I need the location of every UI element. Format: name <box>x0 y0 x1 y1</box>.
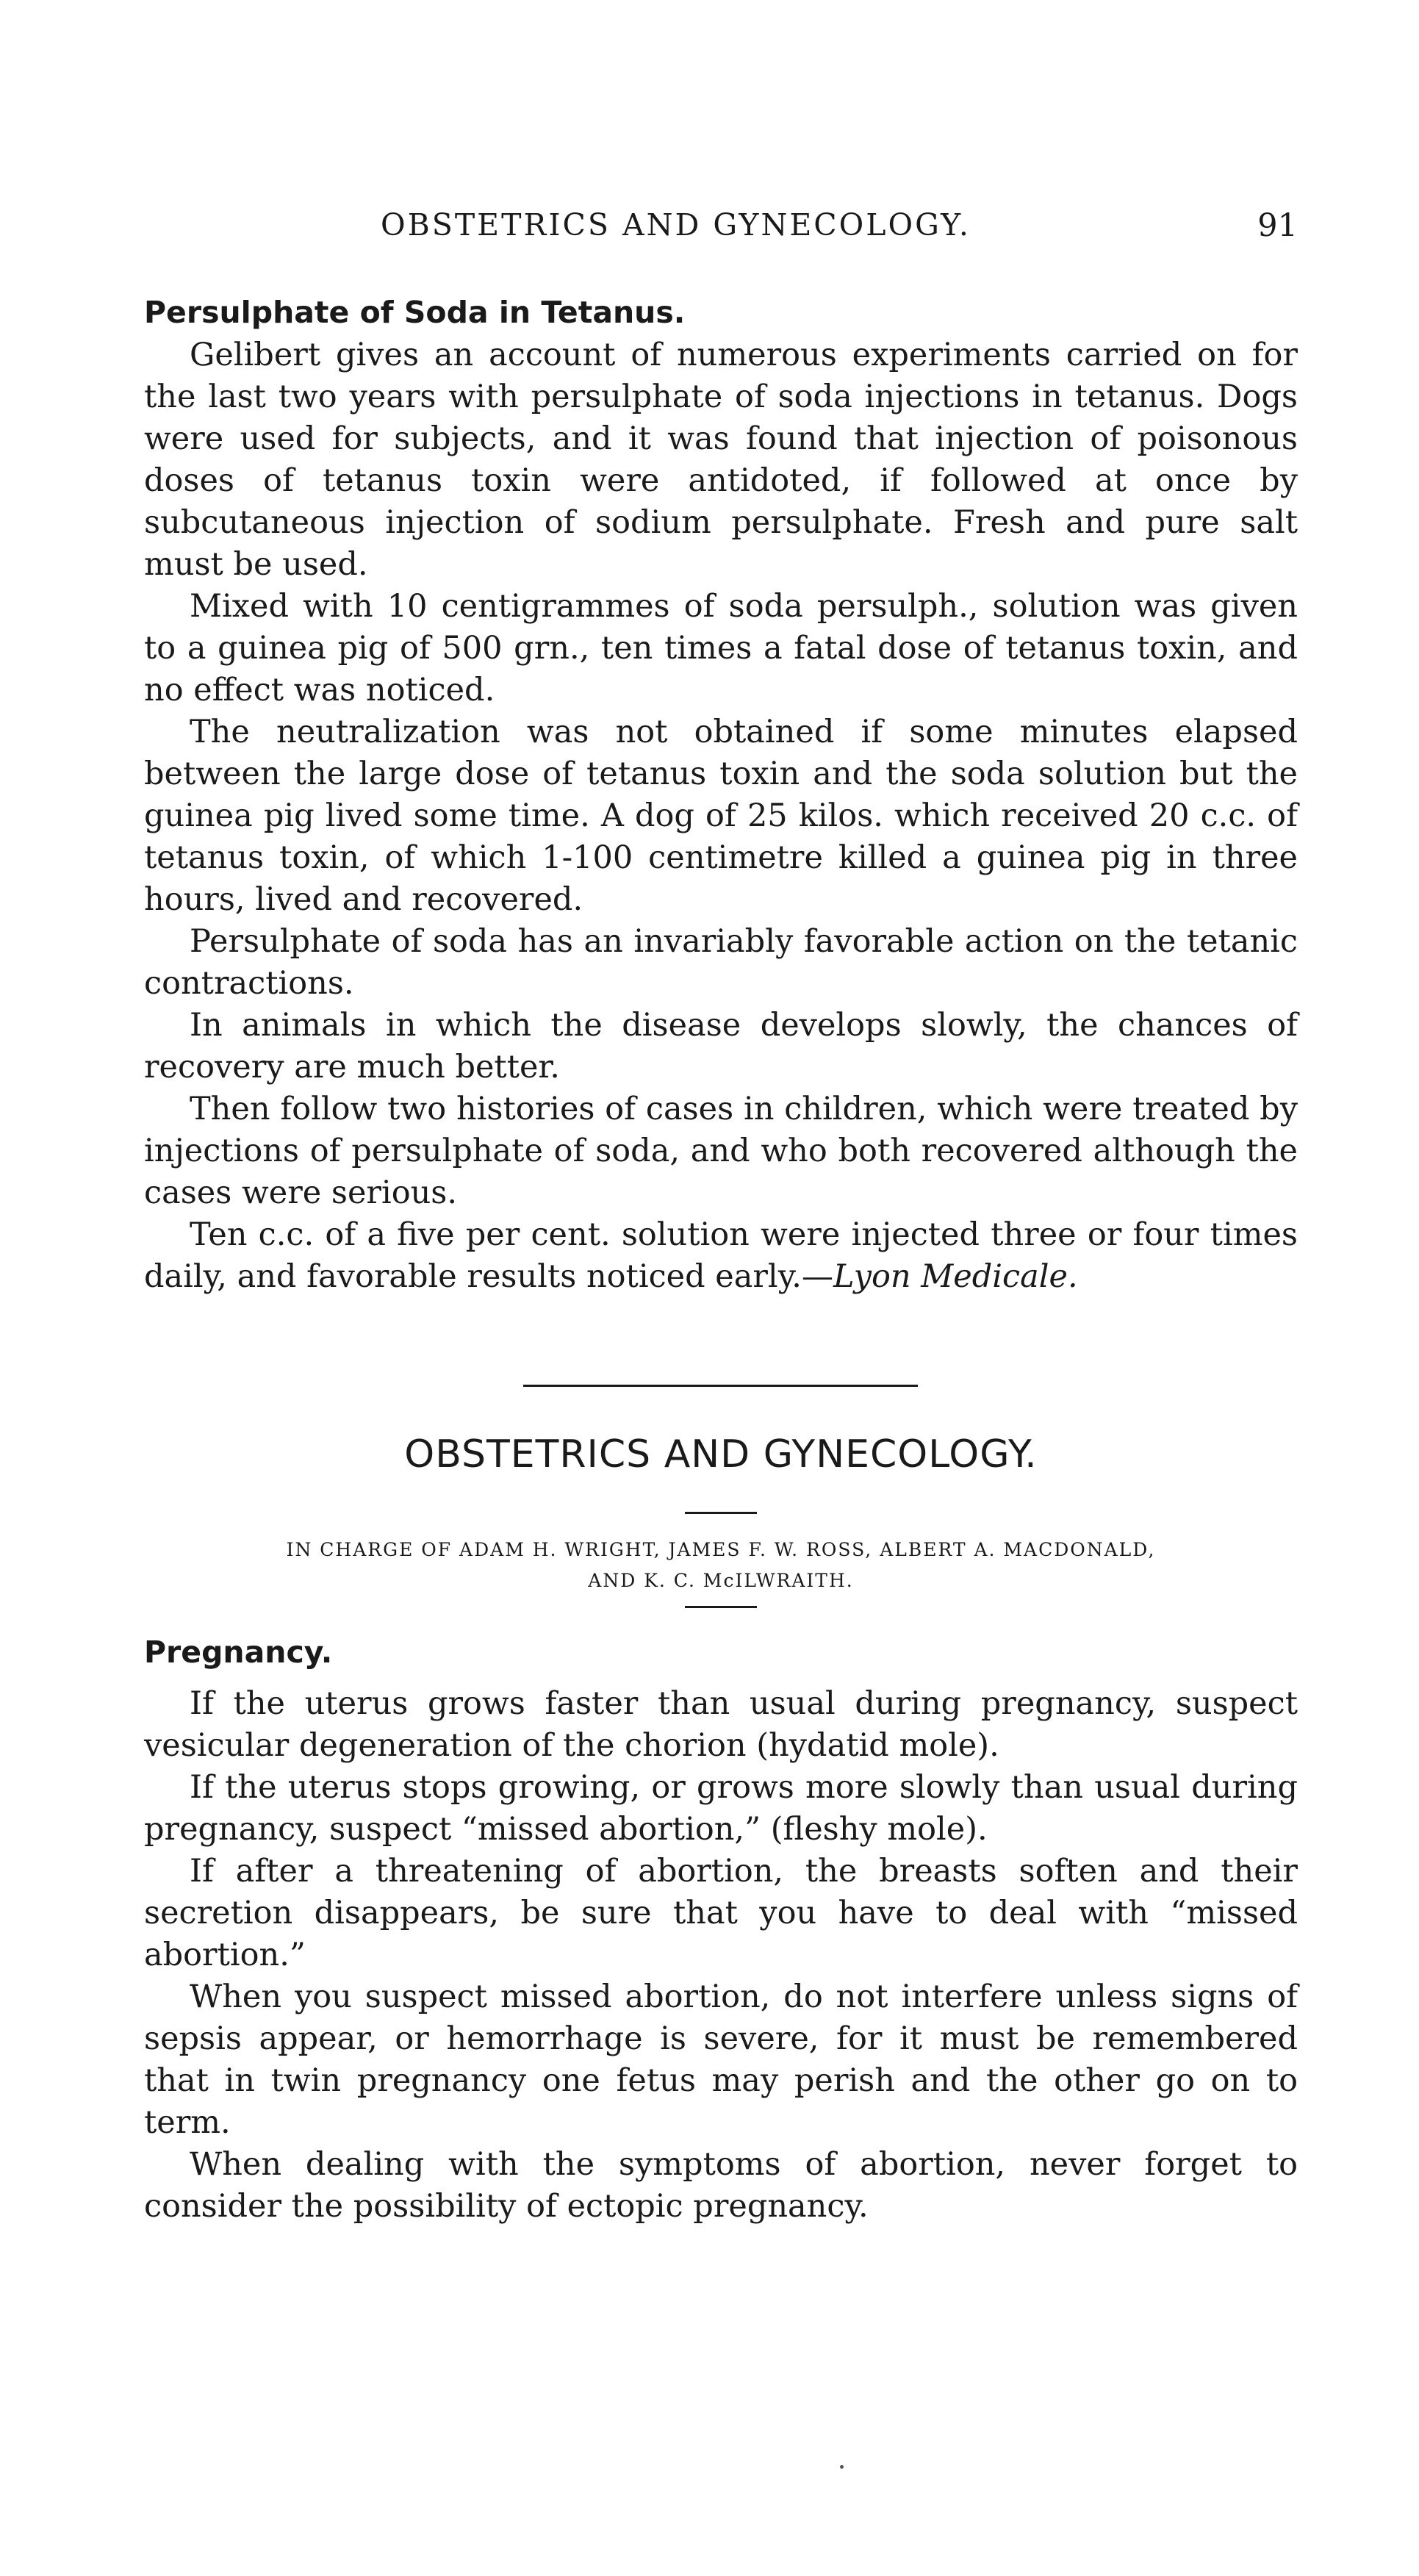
title-rule <box>685 1512 757 1514</box>
section-byline <box>144 1535 1298 1596</box>
ink-speck <box>840 2465 844 2469</box>
paragraph: Then follow two histories of cases in children, which were treated by injections of persulphate of soda, and who both recovered although the cases were serious. <box>144 1091 1298 1211</box>
paragraph: If after a threatening of abortion, the breasts soften and their secretion disappears, be sure that you have to deal with “missed abortion.” <box>144 1853 1298 1973</box>
paragraph: In animals in which the disease develops slowly, the chances of recovery are much better. <box>144 1007 1298 1086</box>
byline-line: IN CHARGE OF ADAM H. WRIGHT, JAMES F. W. ROSS, ALBERT A. MACDONALD, <box>286 1539 1156 1560</box>
page-number: 91 <box>1257 207 1298 244</box>
source-citation: Lyon Medicale. <box>833 1258 1078 1295</box>
article-heading: Persulphate of Soda in Tetanus. <box>144 295 686 330</box>
paragraph: Gelibert gives an account of numerous experiments carried on for the last two years with persulphate of soda injections in tetanus. Dogs were used for subjects, and it was found that injection of poisonous doses of tetanus toxin were antidoted, if followed at once by subcutaneous injection of sodium persulphate. Fresh and pure salt must be used. <box>144 337 1298 583</box>
running-title: OBSTETRICS AND GYNECOLOGY. <box>381 207 971 243</box>
paragraph: The neutralization was not obtained if some minutes elapsed between the large dose of tetanus toxin and the soda solution but the guinea pig lived some time. A dog of 25 kilos. which received 20 c.c. of tetanus toxin, of which 1-100 centimetre killed a guinea pig in three hours, lived and recovered. <box>144 714 1298 918</box>
paragraph-text: Ten c.c. of a five per cent. solution were injected three or four times daily, and favorable results noticed early.— <box>144 1216 1298 1295</box>
article-heading: Pregnancy. <box>144 1635 333 1670</box>
paragraph: When dealing with the symptoms of abortion, never forget to consider the possibility of ectopic pregnancy. <box>144 2146 1298 2225</box>
paragraph: If the uterus stops growing, or grows more slowly than usual during pregnancy, suspect “missed abortion,” (fleshy mole). <box>144 1769 1298 1848</box>
byline-line: AND K. C. McILWRAITH. <box>588 1570 854 1591</box>
section-title: OBSTETRICS AND GYNECOLOGY. <box>404 1432 1038 1477</box>
article-pregnancy <box>144 1630 1298 2228</box>
paragraph: When you suspect missed abortion, do not interfere unless signs of sepsis appear, or hemorrhage is severe, for it must be remembered that in twin pregnancy one fetus may perish and the other go on to term. <box>144 1978 1298 2141</box>
paragraph: Mixed with 10 centigrammes of soda persulph., solution was given to a guinea pig of 500 grn., ten times a fatal dose of tetanus toxin, and no effect was noticed. <box>144 588 1298 708</box>
running-head <box>144 207 1298 251</box>
section-divider <box>523 1385 918 1387</box>
article-persulphate-tetanus <box>144 290 1298 1298</box>
paragraph <box>144 1214 1298 1298</box>
paragraph: Persulphate of soda has an invariably favorable action on the tetanic contractions. <box>144 923 1298 1002</box>
byline-rule <box>685 1606 757 1608</box>
paragraph: If the uterus grows faster than usual during pregnancy, suspect vesicular degeneration of the chorion (hydatid mole). <box>144 1685 1298 1764</box>
